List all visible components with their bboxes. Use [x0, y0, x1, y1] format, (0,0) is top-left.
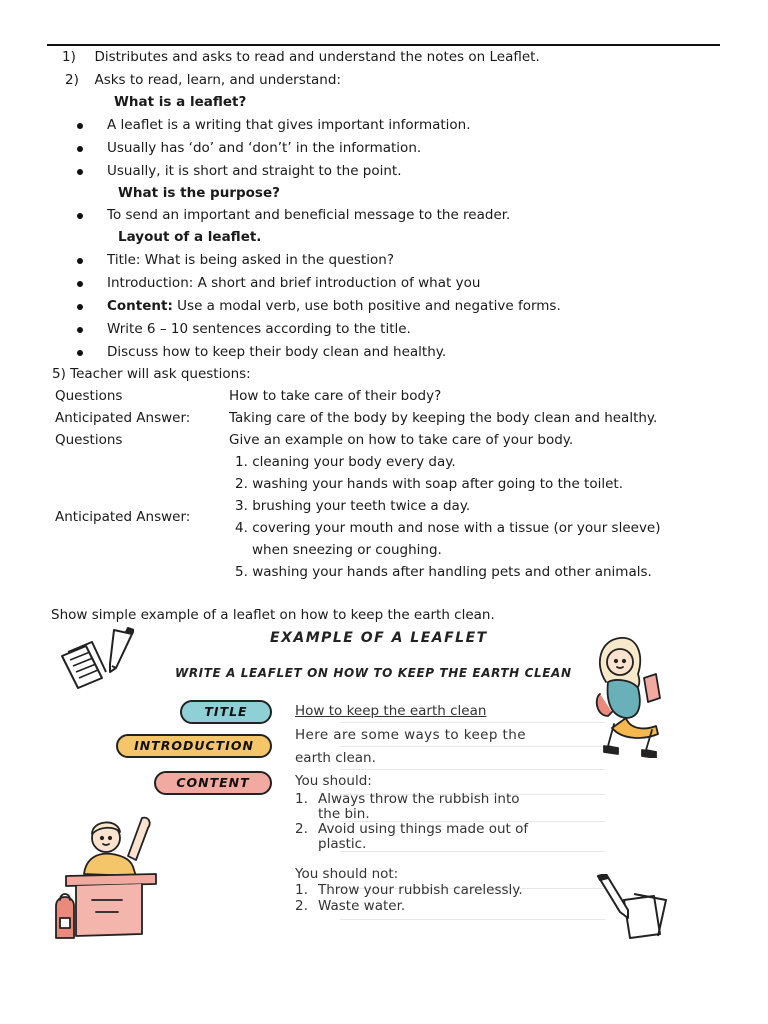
rule-line: [340, 919, 605, 920]
should-item-line: plastic.: [318, 836, 367, 852]
a2-item-number: 1.: [235, 454, 248, 470]
step-5: [52, 366, 251, 382]
rule-line: [340, 851, 605, 852]
a2-item-number: 2.: [235, 476, 248, 492]
show-example-text: Show simple example of a leaflet on how to keep the earth clean.: [51, 607, 495, 623]
rule-line: [340, 769, 605, 770]
a2-item-text: washing your hands after handling pets and other animals.: [252, 564, 652, 580]
q1-text: How to take care of their body?: [229, 388, 442, 404]
a2-item: [235, 564, 652, 580]
should-not-heading: You should not:: [295, 866, 399, 882]
content-label: Content:: [107, 298, 173, 314]
a2-item: [235, 520, 661, 536]
a2-item-text: covering your mouth and nose with a tissue (or your sleeve): [252, 520, 661, 536]
bullet-dot: [77, 281, 83, 287]
a2-item-text: brushing your teeth twice a day.: [252, 498, 471, 514]
layout-heading: Layout of a leaflet.: [118, 229, 262, 245]
q2-label: Questions: [55, 432, 123, 448]
a2-item-continuation: when sneezing or coughing.: [252, 542, 442, 558]
leaflet-intro-line: Here are some ways to keep the: [295, 727, 526, 743]
step-1-number: 1): [62, 49, 76, 65]
bullet-dot: [77, 304, 83, 310]
should-item-number: 2.: [295, 821, 308, 837]
top-rule: [47, 44, 720, 46]
a2-item: [235, 498, 470, 514]
layout-bullet-sentences: Write 6 – 10 sentences according to the title.: [107, 321, 411, 337]
a2-item-number: 3.: [235, 498, 248, 514]
bullet-dot: [77, 146, 83, 152]
bullet-dot: [77, 213, 83, 219]
girl-reading-illustration: [586, 634, 670, 758]
content-pill: CONTENT: [154, 771, 272, 795]
layout-bullet-introduction: Introduction: A short and brief introduction of what you: [107, 275, 481, 291]
should-item-line: Avoid using things made out of: [318, 821, 529, 837]
layout-bullet-title: Title: What is being asked in the question?: [107, 252, 394, 268]
step-2: [65, 72, 341, 88]
a2-item-number: 4.: [235, 520, 248, 536]
introduction-pill: INTRODUCTION: [116, 734, 272, 758]
step-5-number: 5): [52, 366, 66, 382]
a2-item-text: washing your hands with soap after going to the toilet.: [252, 476, 624, 492]
papers-and-pen-icon: [56, 626, 134, 690]
should-not-item-number: 1.: [295, 882, 308, 898]
purpose-bullet-1: To send an important and beneficial message to the reader.: [107, 207, 511, 223]
boy-at-desk-illustration: [52, 814, 164, 944]
step-2-text: Asks to read, learn, and understand:: [94, 72, 341, 88]
bullet-dot: [77, 123, 83, 129]
should-item-number: 1.: [295, 791, 308, 807]
step-1-text: Distributes and asks to read and understand the notes on Leaflet.: [94, 49, 540, 65]
a1-text: Taking care of the body by keeping the body clean and healthy.: [229, 410, 658, 426]
step-1: [62, 49, 540, 65]
content-text: Use a modal verb, use both positive and negative forms.: [172, 298, 561, 314]
a2-label: Anticipated Answer:: [55, 509, 191, 525]
a2-item-number: 5.: [235, 564, 248, 580]
what-heading: What is a leaflet?: [114, 94, 247, 110]
what-bullet-1: A leaflet is a writing that gives important information.: [107, 117, 471, 133]
a1-label: Anticipated Answer:: [55, 410, 191, 426]
pencil-and-papers-icon: [594, 874, 674, 942]
leaflet-heading: EXAMPLE OF A LEAFLET: [270, 630, 488, 646]
bullet-dot: [77, 169, 83, 175]
step-5-text: Teacher will ask questions:: [70, 366, 251, 382]
leaflet-example-image: [50, 626, 670, 944]
leaflet-intro-line: earth clean.: [295, 750, 376, 766]
step-2-number: 2): [65, 72, 79, 88]
should-item-line: Always throw the rubbish into: [318, 791, 520, 807]
should-item-line: the bin.: [318, 806, 370, 822]
layout-bullet-content: [107, 298, 561, 314]
should-heading: You should:: [295, 773, 372, 789]
bullet-dot: [77, 258, 83, 264]
what-bullet-3: Usually, it is short and straight to the point.: [107, 163, 402, 179]
purpose-heading: What is the purpose?: [118, 185, 280, 201]
a2-item-text: cleaning your body every day.: [252, 454, 456, 470]
a2-item: [235, 476, 623, 492]
title-pill: TITLE: [180, 700, 272, 724]
rule-line: [340, 746, 605, 747]
what-bullet-2: Usually has ‘do’ and ‘don’t’ in the information.: [107, 140, 422, 156]
bullet-dot: [77, 327, 83, 333]
should-not-item-text: Waste water.: [318, 898, 406, 914]
leaflet-title-text: How to keep the earth clean: [295, 703, 487, 719]
should-not-item-number: 2.: [295, 898, 308, 914]
leaflet-subheading: WRITE A LEAFLET ON HOW TO KEEP THE EARTH CLEAN: [175, 666, 572, 680]
bullet-dot: [77, 350, 83, 356]
rule-line: [340, 722, 605, 723]
q1-label: Questions: [55, 388, 123, 404]
a2-item: [235, 454, 456, 470]
layout-bullet-discuss: Discuss how to keep their body clean and healthy.: [107, 344, 447, 360]
q2-text: Give an example on how to take care of your body.: [229, 432, 574, 448]
should-not-item-text: Throw your rubbish carelessly.: [318, 882, 523, 898]
